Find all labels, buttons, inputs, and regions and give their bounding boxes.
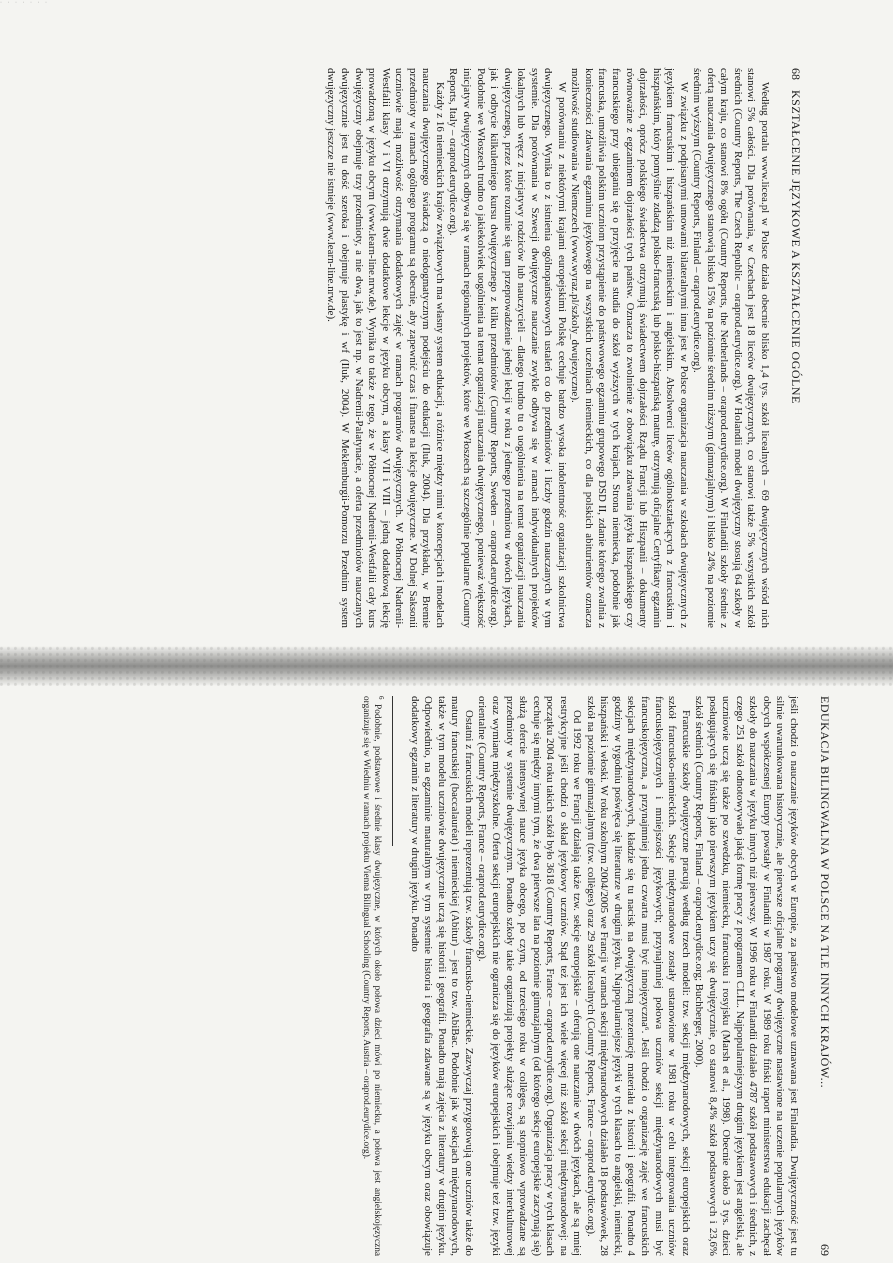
page-number: 68 [789,68,803,80]
book-gutter-shadow [0,646,893,686]
running-head-title: KSZTAŁCENIE JĘZYKOWE A KSZTAŁCENIE OGÓLNE [789,90,803,404]
footnote-rule [392,696,393,846]
paragraph: jeśli chodzi o nauczanie języków obcych w Europie, za państwo modelowe uznawana jest Finlandia. Dwujęzyczność jest tu silnie uwarunkowana historycznie, ale pierwsze oficjalne programy dwujęzyczne nastawione na uczenie popularnych języków obcych współczesnej Europy powstały w Finlandii w 1987 roku. W 1989 roku fiński raport ministerstwa edukacji zachęcał szkoły do nauczania w języku innych niż pierwszy. W 1996 roku w Finlandii działało 4787 szkół podstawowych i średnich, z czego 251 szkół odnotowywało jakąś formę pracy z programem CLIL. Najpopularniejszym drugim językiem jest angielski, ale uczniowie uczą się także po szwedzku, niemiecku, francusku i rosyjsku (Marsh et al., 1998). Obecnie około 3 tys. dzieci posługujących się fińskim jako pierwszym językiem uczy się dwujęzycznie, co stanowi 8,4% szkół podstawowych i 23,6% szkół średnich (Country Reports, Finland – oraprod.eurydice.org; Buchberger, 2000). [693,696,800,1256]
page-body [324,68,771,628]
paragraph: Od 1992 roku we Francji działają także tzw. sekcje europejskie – oferują one nauczanie w dwóch językach, ale są mniej restrykcyjne jeśli chodzi o skład językowy uczniów. Stąd też jest ich wiele więcej niż szkół sekcji międzynarodowej: na początku 2004 roku takich szkół było 3618 (Country Reports, France – oraprod.eurydice.org). Organizacja pracy w tych klasach cechuje się między innymi tym, że dwa pierwsze lata na poziomie gimnazjalnym (od którego sekcje europejskie zaczynają się) służą ofercie intensywnej nauce języka obcego, po czym, od trzeciego roku w collèges, są stopniowo wprowadzane są przedmioty w systemie dwujęzycznym. Ponadto szkoły takie organizują projekty służące rozwijaniu wiedzy interkulturowej oraz wymianę międzyszkolne. Oferta sekcji europejskich nie ogranicza się do języków europejskich i obejmuje też tzw. języki orientalne (Country Reports, France – oraprod.eurydice.org). [476,696,584,1256]
paragraph: Według portalu www.licea.pl w Polsce działa obecnie blisko 1,4 tys. szkół licealnych – 69 dwujęzycznych wśród nich stanowi 5% całości. Dla porównania, w Czechach jest 18 liceów dwujęzycznych, co stanowi także 5% wszystkich szkół średnich (Country Reports, The Czech Republic – oraprod.eurydice.org). W Holandii model dwujęzyczny stosują 64 szkoły w całym kraju, co stanowi 8% ogółu (Country Reports, the Netherlands – oraprod.eurydice.org). W Finlandii szkoły średnie z ofertą nauczania dwujęzycznego stanowią blisko 15% na poziomie średnim niższym (gimnazjalnym) i blisko 24% na poziomie średnim wyższym (Country Reports, Finland – oraprod.eurydice.org). [691,68,771,628]
paragraph: W porównaniu z niektórymi krajami europejskimi Polskę cechuje bardzo wysoka indolentność organizacji szkolnictwa dwujęzycznego. Wynika to z istnienia ogólnopaństwowych ustaleń co do przedmiotów i liczby godzin nauczanych w tym systemie. Dla porównania w Szwecji dwujęzyczne nauczanie zwykle odbywa się w ramach indywidualnych projektów lokalnych lub wręcz z inicjatywy rodziców lub nauczycieli – dlatego trudno tu o uogólnienia na temat organizacji nauczania dwujęzycznego, przez które rozumie się tam przeprowadzenie jednej lekcji w roku z jednego przedmiotu w dwóch językach, jak i odbycie kilkuletniego kursu dwujęzycznego z kilku przedmiotów (Country Reports, Sweden – oraprod.eurydice.org). Podobnie we Włoszech trudno o jakiekolwiek uogólnienia na temat organizacji nauczania dwujęzycznego, ponieważ większość inicjatyw dwujęzycznych odbywa się w ramach regionalnych projektów, które we Włoszech są szczególnie popularne (Country Reports, Italy – oraprod.eurydice.org). [447,68,568,628]
page-number: 69 [818,1244,832,1256]
page-body [407,696,800,1256]
footnote-text: Podobnie, podstawowe i średnie klasy dwujęzyczne, w których około połowa dzieci mówi po niemiecku, a połowa jest angielskojęzyczna organizuje się w Wiedniu w ramach projektu Vienna Bilingual Schooling (Country Reports, Austria – oraprod.eurydice.org). [360,696,383,1256]
page-69 [42,696,832,1256]
paragraph: Francuskie szkoły dwujęzyczne pracują według trzech modeli: tzw. sekcji międzynarodowych, sekcji europejskich oraz szkół francusko-niemieckich. Sekcje międzynarodowe zostały ustanowione w 1981 roku w celu integrowania uczniów francuskojęzycznych i mniejszości językowych; przynajmniej połowa uczniów sekcji międzynarodowych musi być francuskojęzyczna, a przynajmniej jedna czwarta musi być innojęzyczna⁶. Jeśli chodzi o organizację zajęć we francuskich sekcjach międzynarodowych, kładzie się tu nacisk na dwujęzyczną prezentację materiału z historii i geografii. Ponadto 4 godziny w tygodniu poświęca się literaturze w drugim języku. Najpopularniejsze języki w tych klasach to angielski, niemiecki, hiszpański i włoski. W roku szkolnym 2004/2005 we Francji w ramach sekcji międzynarodowych działało 18 podstawówek, 28 szkół na poziomie gimnazjalnym (tzw. collèges) oraz 29 szkół licealnych (Country Reports, France – oraprod.eurydice.org). [584,696,692,1256]
paragraph: Ostatni z francuskich modeli reprezentują tzw. szkoły francusko-niemieckie. Zazwyczaj przygotowują one uczniów także do matury francuskiej (baccalauréat) i niemieckiej (Abitur) – jest to tzw. AbiBac. Podobnie jak w sekcjach międzynarodowych, także w tym modelu uczniowie dwujęzycznie uczą się historii i geografii. Ponadto mają zajęcia z literatury w drugim języku. Odpowiednio, na egzaminie maturalnym w tym systemie historia i geografia zdawane są w języku obcym oraz obowiązuje dodatkowy egzamin z literatury w drugim języku. Ponadto [408,696,475,1256]
running-header [808,696,832,1256]
paragraph: Każdy z 16 niemieckich krajów związkowych ma własny system edukacji, a różnice między nimi w koncepcjach i modelach nauczania dwujęzycznego świadczą o niedogmatycznym podejściu do edukacji (Iluk, 2004). Dla przykładu, w Bremie przedmioty w ramach ogólnego programu są obecnie, aby zapewnić czas i finanse na lekcje dwujęzyczne. W Dolnej Saksonii uczniowie mają możliwość otrzymania dodatkowych zajęć w ramach programów dwujęzycznych. W Północnej Nadrenii-Westfalii klasy V i VI otrzymują dwie dodatkowe lekcje w języku obcym, a klasy VII i VIII – jedną dodatkową lekcję prowadzoną w języku obcym (www.learn-line.nrw.de). Wynika to także z tego, że w Północnej Nadrenii-Westfalii cały kurs dwujęzyczny obejmuje trzy przedmioty, a nie dwa, jak to jest np. w Nadrenii-Palatynacie, a oferta przedmiotów nauczanych dwujęzycznie jest tu dość szeroka i obejmuje plastykę i wf (Iluk, 2004). W Meklemburgii-Pomorzu Przednim system dwujęzyczny jeszcze nie istnieje (www.learn-line.nrw.de). [325,68,446,628]
page-68 [43,68,803,628]
scan-edge-marks: · · · · · · · [0,0,49,6]
running-header [779,68,803,628]
paragraph: W związku z podpisanymi umowami bilateralnymi inna jest w Polsce organizacja nauczania w szkołach dwujęzycznych z językiem francuskim i hiszpańskim niż niemieckim i angielskim. Absolwenci liceów ogólnokształcących z francuskim i hiszpańskim, który pomyślnie zdadzą polsko-francuską lub polsko-hiszpańską maturę, otrzymują oficjalne Certyfikaty egzamin dojrzałości, oprócz polskiego świadectwa otrzymują świadectwem dojrzałości Rządu Francji lub Hiszpanii – dokumenty równoważne z egzaminem dojrzałości tych państw. Oznacza to zwolnienie z obowiązku zdawania języka hiszpańskiego czy francuskiego przy ubieganiu się o przyjęcie na studia do szkół wyższych w tych krajach. Strona niemiecka, podobnie jak francuska, umożliwia polskim uczniom przystąpienie do państwowego egzaminu grupowego DSD II, zdanie którego zwalnia z konieczności zdawania egzaminu językowego na wszystkich uczelniach niemieckich, co dla polskich abiturientów oznacza możliwość studiowania w Niemczech (www.wyraz.pl/szkoly_dwujezyczne). [569,68,690,628]
running-head-title: EDUKACJA BILINGWALNA W POLSCE NA TLE INNYCH KRAJÓW... [818,696,832,1089]
footnote-marker: 6 [377,696,386,700]
footnote [359,696,386,1256]
